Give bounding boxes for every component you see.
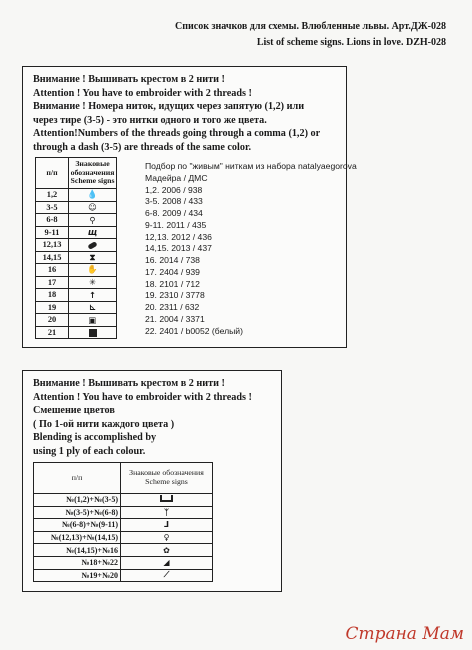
hand-icon: ✋ <box>69 264 117 277</box>
b2-line-6: using 1 ply of each colour. <box>33 445 146 457</box>
b1-line-6: through a dash (3-5) are threads of the same color. <box>33 141 252 153</box>
b2-line-1: Внимание ! Вышивать крестом в 2 нити ! <box>33 378 225 389</box>
b2-line-2: Attention ! You have to embroider with 2 threads ! <box>33 391 252 403</box>
table-row <box>36 239 117 252</box>
table-row <box>34 494 213 507</box>
square-dot-icon: ▣ <box>69 314 117 327</box>
row-num: 17 <box>36 276 69 289</box>
hook-icon: ᒧ <box>121 519 213 532</box>
smiley-icon: ☺ <box>69 201 117 214</box>
capsule-icon <box>69 239 117 252</box>
b1-line-5: Attention!Numbers of the threads going through a comma (1,2) or <box>33 128 321 140</box>
watermark-logo: Страна Мам <box>345 624 464 644</box>
table-row <box>36 326 117 339</box>
table-row <box>34 556 213 569</box>
list-item: 22. 2401 / b0052 (белый) <box>145 325 243 336</box>
table-row <box>34 531 213 544</box>
row-num: №(3-5)+№(6-8) <box>34 506 121 519</box>
row-num: 6-8 <box>36 214 69 227</box>
b2-line-5: Blending is accomplished by <box>33 432 157 444</box>
list-item: 9-11. 2011 / 435 <box>145 219 207 230</box>
legend-box-2 <box>22 370 282 592</box>
right-angle-icon: ⊾ <box>69 301 117 314</box>
list-item: 20. 2311 / 632 <box>145 302 200 312</box>
table-row <box>36 289 117 302</box>
row-num: 14,15 <box>36 251 69 264</box>
palette-list <box>145 161 357 337</box>
row-num: №(14,15)+№16 <box>34 544 121 557</box>
list-item: 21. 2004 / 3371 <box>145 313 205 324</box>
header-title-en: List of scheme signs. Lions in love. DZH-028 <box>256 37 446 48</box>
row-num: №(6-8)+№(9-11) <box>34 519 121 532</box>
b1-line-3: Внимание ! Номера ниток, идущих через запятую (1,2) или <box>33 101 305 113</box>
col-signs-header <box>69 158 117 189</box>
list-item: 1,2. 2006 / 938 <box>145 184 203 195</box>
col-signs-ru: Знаковые обозначения <box>70 159 115 177</box>
table-row <box>36 264 117 277</box>
lean-bar-icon: ◢ <box>121 556 213 569</box>
list-item: 14,15. 2013 / 437 <box>145 243 212 254</box>
palette-title: Подбор по "живым" ниткам из набора natalyaegorova <box>145 161 357 171</box>
row-num: 18 <box>36 289 69 302</box>
list-item: 12,13. 2012 / 436 <box>145 231 212 242</box>
attention-text-2 <box>33 377 252 459</box>
col-signs-header-2 <box>121 463 213 494</box>
t-shape-icon: ᛉ <box>121 506 213 519</box>
col-num-header: п/п <box>36 158 69 189</box>
bar-icon <box>121 494 213 507</box>
drop-icon: 💧 <box>69 189 117 202</box>
table-row <box>36 276 117 289</box>
blending-table <box>33 462 213 582</box>
signs-table-1 <box>35 157 117 339</box>
b2-line-4: ( По 1-ой нити каждого цвета ) <box>33 418 175 430</box>
table-row <box>34 544 213 557</box>
row-num: 16 <box>36 264 69 277</box>
table-row <box>36 251 117 264</box>
row-num: №18+№22 <box>34 556 121 569</box>
table-row <box>34 569 213 582</box>
b1-line-2: Attention ! You have to embroider with 2 threads ! <box>33 87 252 99</box>
row-num: 21 <box>36 326 69 339</box>
arrow-up-icon: ↑ <box>69 289 117 302</box>
table-row <box>36 214 117 227</box>
b2-line-3: Смешение цветов <box>33 405 115 417</box>
col-signs-en: Scheme signs <box>70 176 115 186</box>
row-num: 20 <box>36 314 69 327</box>
table-row <box>34 519 213 532</box>
list-item: 19. 2310 / 3778 <box>145 290 205 301</box>
table-row <box>36 226 117 239</box>
key-icon: ⚲ <box>69 214 117 227</box>
list-item: 18. 2101 / 712 <box>145 278 200 289</box>
attention-text-1 <box>33 73 320 155</box>
col-num-header-2: п/п <box>34 463 121 494</box>
table-row <box>36 201 117 214</box>
row-num: 3-5 <box>36 201 69 214</box>
filled-square-icon <box>69 326 117 339</box>
list-item: 17. 2404 / 939 <box>145 266 200 277</box>
row-num: 12,13 <box>36 239 69 252</box>
list-item: 3-5. 2008 / 433 <box>145 196 203 207</box>
b1-line-1: Внимание ! Вышивать крестом в 2 нити ! <box>33 74 225 85</box>
row-num: 1,2 <box>36 189 69 202</box>
table-row <box>36 301 117 314</box>
slash-icon: ⟋ <box>121 569 213 582</box>
hourglass-icon: ⧗ <box>69 251 117 264</box>
row-num: 19 <box>36 301 69 314</box>
row-num: 9-11 <box>36 226 69 239</box>
row-num: №19+№20 <box>34 569 121 582</box>
col-signs-en-2: Scheme signs <box>145 477 188 486</box>
col-signs-ru-2: Знаковые обозначения <box>129 468 204 478</box>
flower-icon: ✿ <box>121 544 213 557</box>
list-item: 6-8. 2009 / 434 <box>145 208 203 218</box>
table-row <box>34 506 213 519</box>
table-row <box>36 314 117 327</box>
b1-line-4: через тире (3-5) - это нитки одного и того же цвета. <box>33 114 267 126</box>
row-num: №(12,13)+№(14,15) <box>34 531 121 544</box>
legend-box-1 <box>22 66 357 348</box>
row-num: №(1,2)+№(3-5) <box>34 494 121 507</box>
sha-letter-icon: щ <box>69 226 117 239</box>
palette-subtitle: Мадейра / ДМС <box>145 172 208 183</box>
star-burst-icon: ✳ <box>69 276 117 289</box>
pin-icon: ♀ <box>121 531 213 544</box>
table-row <box>36 189 117 202</box>
list-item: 16. 2014 / 738 <box>145 255 200 265</box>
header-title-ru: Список значков для схемы. Влюбленные львы. Арт.ДЖ-028 <box>175 21 446 32</box>
